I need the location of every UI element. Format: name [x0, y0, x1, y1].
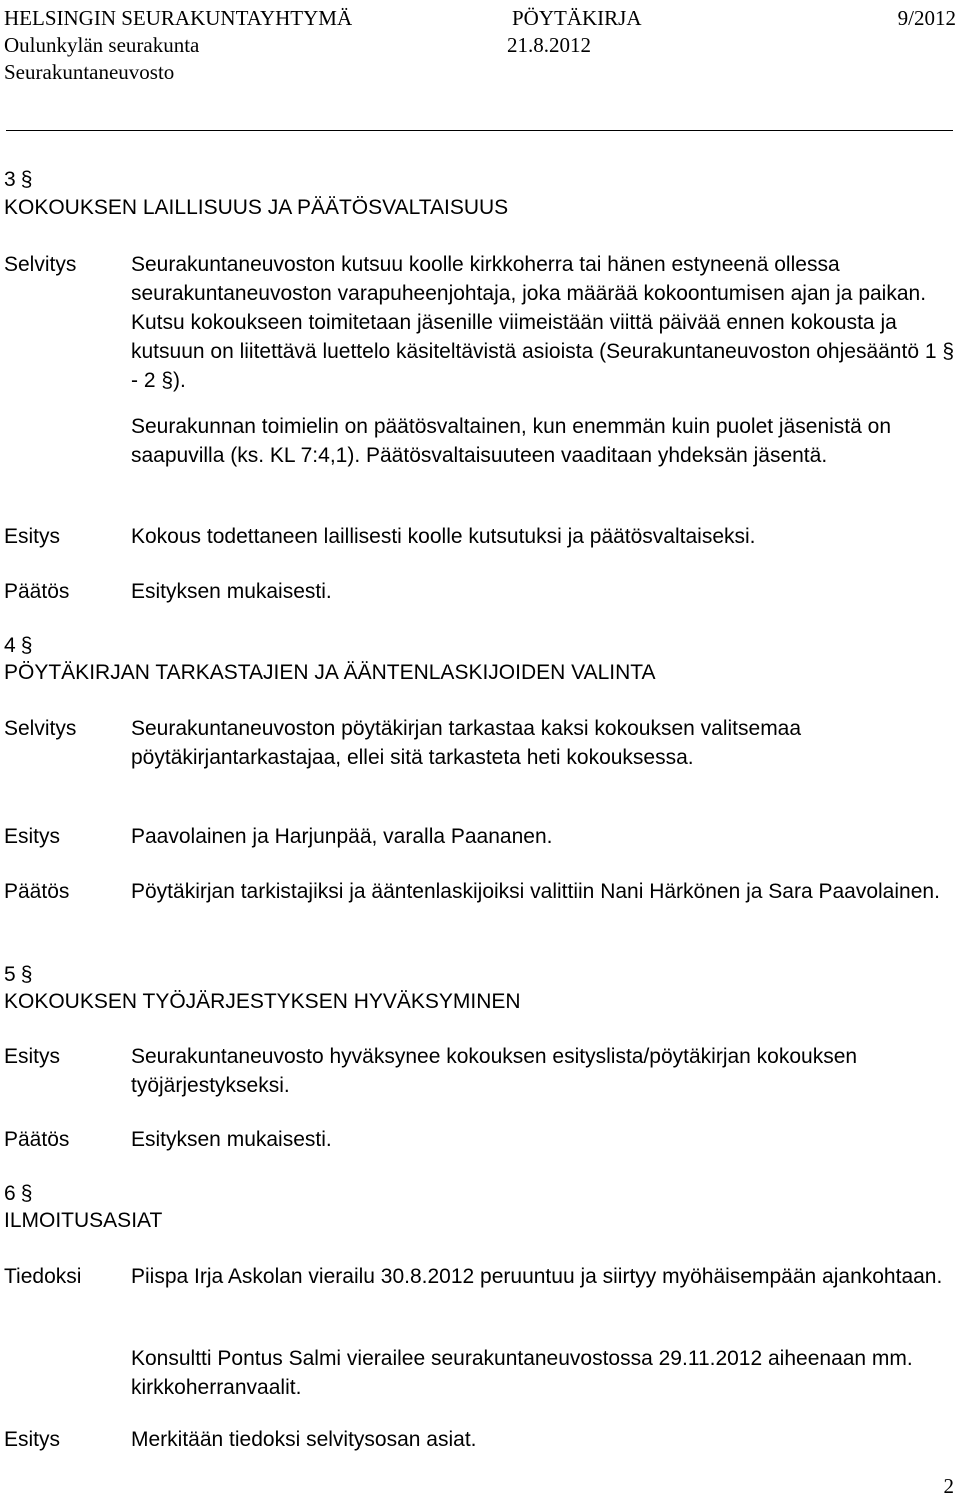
row-text: Kokous todettaneen laillisesti koolle kutsutuksi ja päätösvaltaiseksi. — [131, 525, 756, 548]
paragraph-sign-icon: § — [20, 634, 33, 657]
meeting-date: 21.8.2012 — [507, 33, 591, 57]
row-label: Selvitys — [4, 717, 77, 740]
section-number-value: 6 — [4, 1182, 16, 1205]
row-text: Esityksen mukaisesti. — [131, 1128, 332, 1151]
row-text: Piispa Irja Askolan vierailu 30.8.2012 peruuntuu ja siirtyy myöhäisempään ajankohtaan. — [131, 1265, 943, 1288]
row-label: Esitys — [4, 525, 61, 548]
section-title: ILMOITUSASIAT — [4, 1209, 163, 1232]
row-text: Seurakuntaneuvoston pöytäkirjan tarkastaa kaksi kokouksen valitsemaa pöytäkirjantarkastajaa, ellei sitä tarkasteta heti kokouksessa. — [131, 717, 802, 769]
row-label: Esitys — [4, 1045, 61, 1068]
row-text: Merkitään tiedoksi selvitysosan asiat. — [131, 1428, 477, 1451]
section-number-value: 5 — [4, 963, 16, 986]
document-number: 9/2012 — [897, 6, 956, 30]
row-label: Päätös — [4, 580, 70, 603]
section-title: KOKOUKSEN LAILLISUUS JA PÄÄTÖSVALTAISUUS — [4, 196, 509, 219]
row-text: Pöytäkirjan tarkistajiksi ja ääntenlaskijoiksi valittiin Nani Härkönen ja Sara Paavolainen. — [131, 880, 940, 903]
row-label: Päätös — [4, 880, 70, 903]
section-number — [4, 1179, 32, 1208]
row-text: Esityksen mukaisesti. — [131, 580, 332, 603]
section-title: KOKOUKSEN TYÖJÄRJESTYKSEN HYVÄKSYMINEN — [4, 990, 521, 1013]
section-number — [4, 960, 32, 989]
parish-name: Oulunkylän seurakunta — [4, 33, 200, 57]
paragraph-sign-icon: § — [20, 963, 33, 986]
section-title: PÖYTÄKIRJAN TARKASTAJIEN JA ÄÄNTENLASKIJOIDEN VALINTA — [4, 661, 656, 684]
paragraph-sign-icon: § — [20, 168, 33, 191]
row-text: Konsultti Pontus Salmi vierailee seurakuntaneuvostossa 29.11.2012 aiheenaan mm. kirkkoherranvaalit. — [131, 1347, 913, 1399]
row-label: Esitys — [4, 1428, 61, 1451]
section-number-value: 3 — [4, 168, 16, 191]
header-divider — [6, 130, 953, 131]
section-number-value: 4 — [4, 634, 16, 657]
row-text: Seurakuntaneuvoston kutsuu koolle kirkkoherra tai hänen estyneenä ollessa seurakuntaneuvoston varapuheenjohtaja, joka määrää kokoontumisen ajan ja paikan. Kutsu kokoukseen toimitetaan jäsenille viimeistään viittä päivää ennen kokousta ja kutsuun on liitettävä luettelo käsiteltävistä asioista (Seurakuntaneuvoston ohjesääntö 1 § - 2 §). — [131, 253, 955, 392]
organization-name: HELSINGIN SEURAKUNTAYHTYMÄ — [4, 6, 353, 30]
document-type: PÖYTÄKIRJA — [512, 6, 642, 30]
section-number — [4, 165, 32, 194]
row-text: Seurakunnan toimielin on päätösvaltainen, kun enemmän kuin puolet jäsenistä on saapuvilla (ks. KL 7:4,1). Päätösvaltaisuuteen vaaditaan yhdeksän jäsentä. — [131, 415, 891, 467]
council-name: Seurakuntaneuvosto — [4, 60, 175, 84]
row-label: Päätös — [4, 1128, 70, 1151]
row-label: Tiedoksi — [4, 1265, 82, 1288]
row-label: Selvitys — [4, 253, 77, 276]
paragraph-sign-icon: § — [20, 1182, 33, 1205]
row-text: Seurakuntaneuvosto hyväksynee kokouksen esityslista/pöytäkirjan kokouksen työjärjestykseksi. — [131, 1045, 858, 1097]
section-number — [4, 631, 32, 660]
row-label: Esitys — [4, 825, 61, 848]
row-text: Paavolainen ja Harjunpää, varalla Paananen. — [131, 825, 553, 848]
page-number: 2 — [943, 1474, 954, 1498]
